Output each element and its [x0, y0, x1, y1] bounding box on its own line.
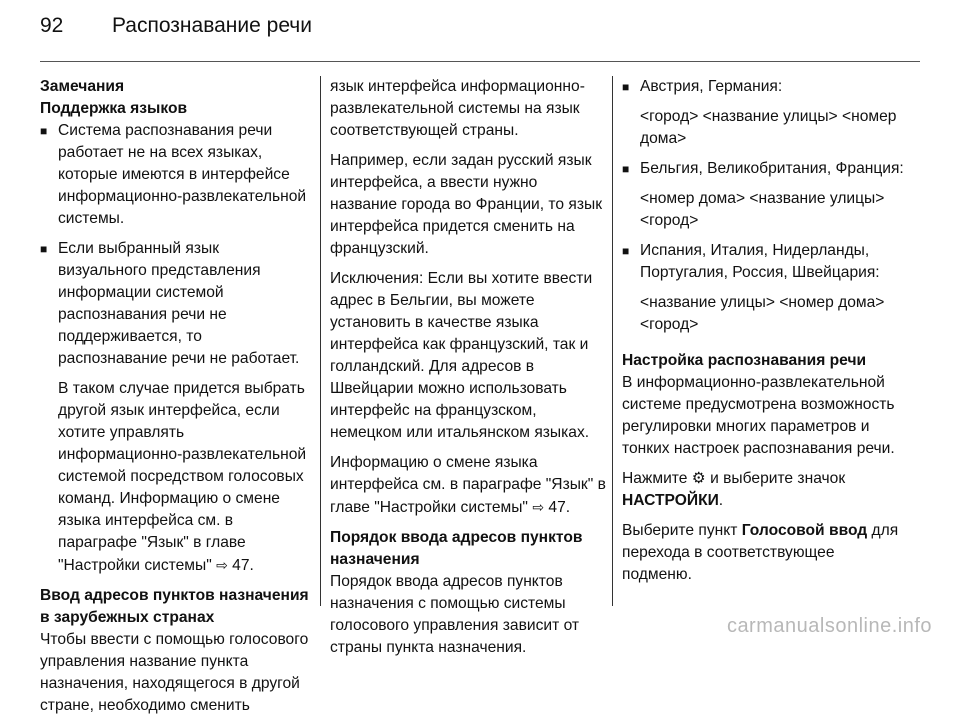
- paragraph: Порядок ввода адресов пунктов назначения с помощью системы голосового управления зависит от страны пункта назначения.: [330, 573, 580, 656]
- list-item: [622, 76, 908, 150]
- paragraph-text: В таком случае придется выбрать другой язык интерфейса, если хотите управлять информационно-развлекательной системой посредством голосовых команд. Информацию о смене языка интерфейса см. в параграфе "Язык" в главе "Настройки системы": [58, 380, 307, 574]
- subsection-heading: Поддержка языков: [40, 100, 188, 117]
- column-2: [330, 76, 606, 667]
- list-item-text: Если выбранный язык визуального представления информации системой распознавания речи не поддерживается, то распознавание речи не работает.: [58, 240, 300, 367]
- column-divider-2: [612, 76, 613, 606]
- page-ref[interactable]: 47.: [232, 557, 254, 574]
- paragraph: Исключения: Если вы хотите ввести адрес в Бельгии, вы можете установить в качестве языка интерфейса как французский, так и голландский. Для адресов в Швейцарии можно использовать интерфейс на французском, немецком или итальянском языках.: [330, 270, 593, 441]
- page-ref-icon: ⇨: [216, 557, 228, 573]
- paragraph-text: Выберите пункт: [622, 522, 738, 539]
- paragraph: Например, если задан русский язык интерфейса, а ввести нужно название города во Франции, то язык интерфейса придется сменить на французский.: [330, 152, 603, 257]
- paragraph: [330, 452, 606, 519]
- column-divider-1: [320, 76, 321, 606]
- address-format: <номер дома> <название улицы> <город>: [640, 190, 885, 229]
- paragraph-text: Нажмите: [622, 470, 688, 487]
- paragraph-text: для перехода в соответствующее подменю.: [622, 522, 899, 583]
- list-item-text: Система распознавания речи работает не на всех языках, которые имеются в интерфейсе информационно-развлекательной системы.: [58, 122, 307, 227]
- paragraph: В информационно-развлекательной системе предусмотрена возможность регулировки многих параметров и тонких настроек распознавания речи.: [622, 374, 895, 457]
- page-title: Распознавание речи: [112, 14, 312, 37]
- paragraph: [622, 468, 908, 490]
- list-item-text: ■ Испания, Италия, Нидерланды, Португалия, Россия, Швейцария:: [640, 242, 880, 281]
- list-item: [40, 238, 310, 577]
- list-item-text: ■ Бельгия, Великобритания, Франция:: [640, 160, 904, 177]
- paragraph: язык интерфейса информационно-развлекательной системы на язык соответствующей страны.: [330, 78, 585, 139]
- paragraph: Чтобы ввести с помощью голосового управления название пункта назначения, находящегося в другой стране, необходимо сменить: [40, 631, 309, 714]
- watermark: carmanualsonline.info: [726, 615, 932, 637]
- paragraph: [622, 520, 908, 586]
- menu-item-label: НАСТРОЙКИ: [622, 492, 719, 509]
- paragraph-text: и выберите значок: [710, 470, 846, 487]
- bullet-list: [622, 76, 908, 336]
- column-3: [622, 76, 908, 594]
- menu-item-label: Голосовой ввод: [741, 522, 868, 539]
- list-item-text: ■ Австрия, Германия:: [640, 78, 783, 95]
- column-1: [40, 76, 310, 725]
- paragraph: НАСТРОЙКИ.: [622, 492, 724, 509]
- address-format: <название улицы> <номер дома> <город>: [640, 294, 885, 333]
- page-number: 92: [40, 14, 64, 37]
- list-item: [40, 120, 310, 230]
- address-format: <город> <название улицы> <номер дома>: [640, 108, 897, 147]
- page-ref-icon: ⇨: [532, 499, 545, 515]
- section-heading: Порядок ввода адресов пунктов назначения: [330, 529, 583, 568]
- section-heading: Замечания: [40, 78, 125, 95]
- section-heading: Настройка распознавания речи: [622, 352, 867, 369]
- page-ref[interactable]: 47.: [548, 499, 571, 516]
- header-rule: [40, 61, 920, 62]
- page-header: [40, 14, 312, 50]
- section-heading: Ввод адресов пунктов назначения в зарубежных странах: [40, 587, 309, 626]
- paragraph: [58, 378, 310, 577]
- paragraph-text: Информацию о смене языка интерфейса см. в параграфе "Язык" в главе "Настройки системы": [330, 454, 606, 516]
- list-item: [622, 240, 908, 336]
- settings-gear-icon: ⚙: [691, 470, 706, 487]
- list-item: [622, 158, 908, 232]
- bullet-list: [40, 120, 310, 577]
